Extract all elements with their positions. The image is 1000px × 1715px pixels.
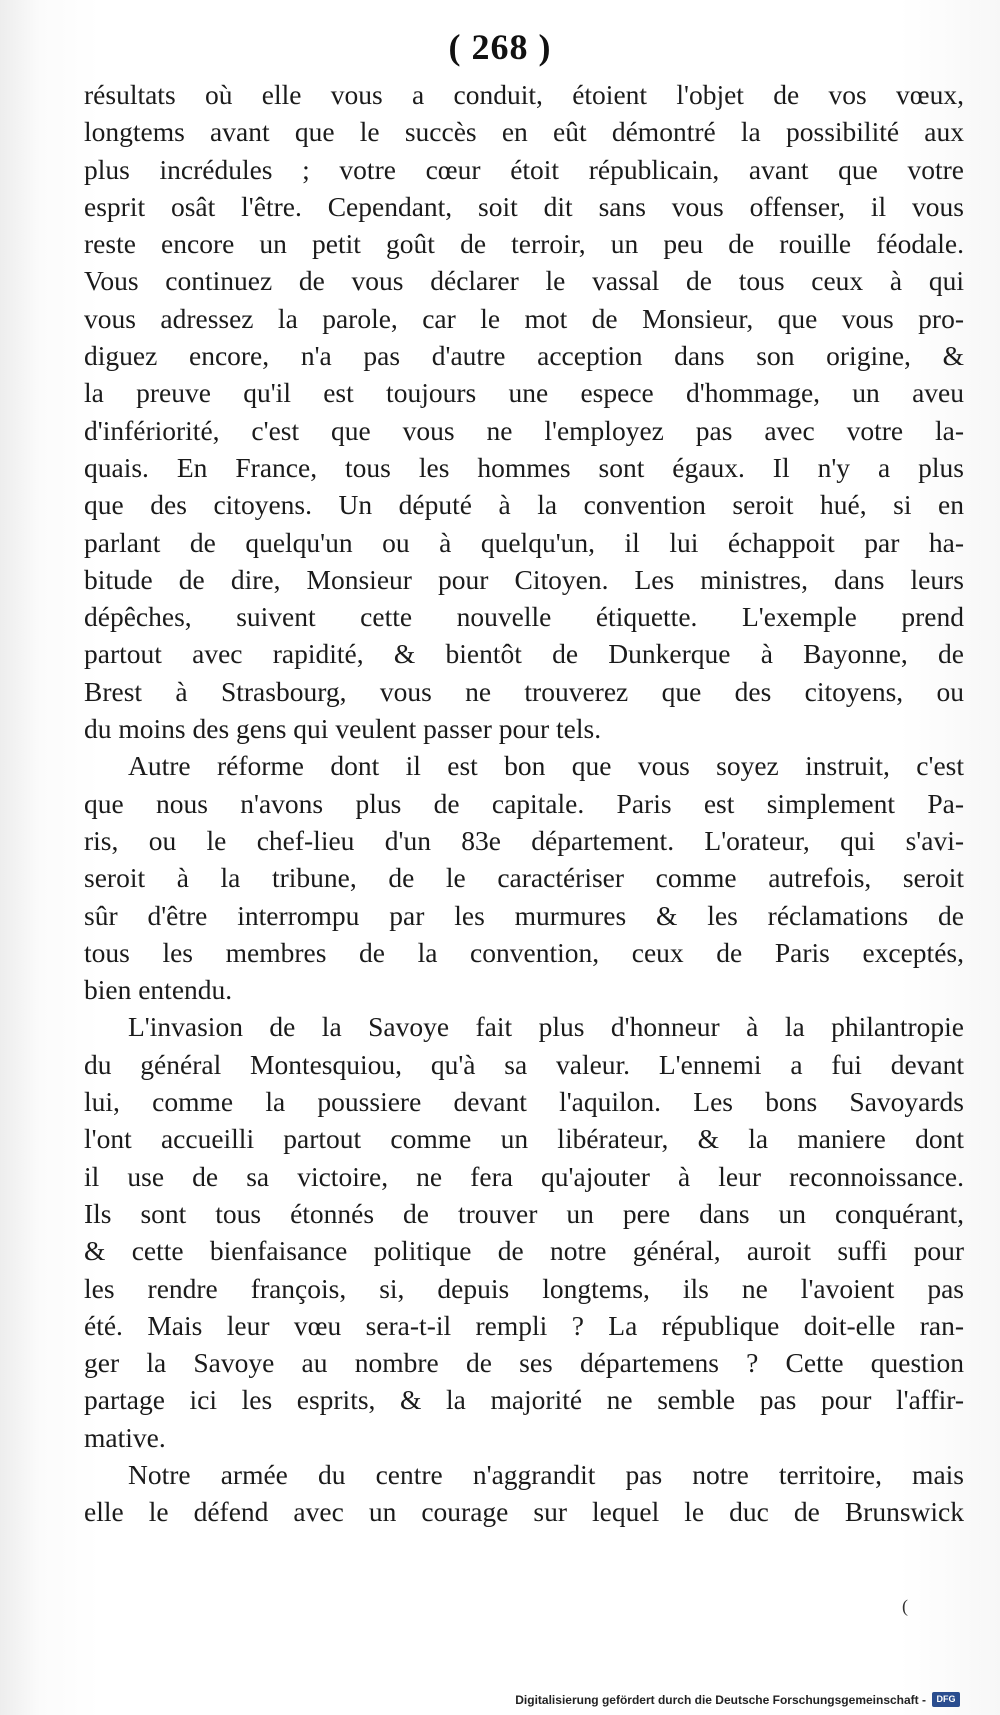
text-line: l'ont accueilli partout comme un libérateur, & la maniere dont — [84, 1123, 964, 1155]
text-line: parlant de quelqu'un ou à quelqu'un, il lui échappoit par ha- — [84, 526, 964, 558]
credit-text: Digitalisierung gefördert durch die Deutsche Forschungsgemeinschaft - — [515, 1692, 926, 1707]
text-line: du moins des gens qui veulent passer pour tels. — [84, 713, 602, 745]
text-line: elle le défend avec un courage sur lequel le duc de Brunswick — [84, 1496, 964, 1528]
text-line: Brest à Strasbourg, vous ne trouverez que des citoyens, ou — [84, 675, 964, 707]
text-line: & cette bienfaisance politique de notre général, auroit suffi pour — [84, 1235, 964, 1267]
text-line: du général Montesquiou, qu'à sa valeur. L'ennemi a fui devant — [84, 1048, 964, 1080]
text-line: que nous n'avons plus de capitale. Paris est simplement Pa- — [84, 787, 964, 819]
text-line: partout avec rapidité, & bientôt de Dunkerque à Bayonne, de — [84, 638, 964, 670]
text-line: il use de sa victoire, ne fera qu'ajouter à leur reconnoissance. — [84, 1160, 964, 1192]
text-line: partage ici les esprits, & la majorité ne semble pas pour l'affir- — [84, 1384, 964, 1416]
page-number: ( 268 ) — [448, 27, 552, 67]
text-line: esprit osât l'être. Cependant, soit dit sans vous offenser, il vous — [84, 190, 964, 222]
text-line: seroit à la tribune, de le caractériser comme autrefois, seroit — [84, 862, 964, 894]
catchword: ( — [902, 1596, 908, 1616]
digitization-credit — [515, 1692, 960, 1707]
text-line: dépêches, suivent cette nouvelle étiquette. L'exemple prend — [84, 601, 964, 633]
text-line: que des citoyens. Un député à la convention seroit hué, si en — [84, 489, 964, 521]
text-line: résultats où elle vous a conduit, étoient l'objet de vos vœux, — [84, 79, 964, 110]
text-line: Autre réforme dont il est bon que vous soyez instruit, c'est — [128, 750, 964, 782]
text-line: la preuve qu'il est toujours une espece d'hommage, un aveu — [84, 377, 964, 409]
text-line: ger la Savoye au nombre de ses départemens ? Cette question — [84, 1347, 964, 1379]
text-line: tous les membres de la convention, ceux de Paris exceptés, — [84, 936, 964, 968]
text-line: vous adressez la parole, car le mot de Monsieur, que vous pro- — [84, 302, 964, 334]
text-line: diguez encore, n'a pas d'autre acception dans son origine, & — [84, 340, 964, 372]
text-line: bien entendu. — [84, 974, 233, 1006]
body-text — [84, 76, 964, 1531]
text-line: Notre armée du centre n'aggrandit pas notre territoire, mais — [128, 1458, 964, 1490]
text-line: lui, comme la poussiere devant l'aquilon. Les bons Savoyards — [84, 1086, 964, 1118]
text-line: Vous continuez de vous déclarer le vassal de tous ceux à qui — [84, 265, 964, 297]
text-line: été. Mais leur vœu sera-t-il rempli ? La république doit-elle ran- — [84, 1309, 964, 1341]
text-line: L'invasion de la Savoye fait plus d'honneur à la philantropie — [128, 1011, 964, 1043]
text-line: quais. En France, tous les hommes sont égaux. Il n'y a plus — [84, 451, 964, 483]
text-line: reste encore un petit goût de terroir, un peu de rouille féodale. — [84, 228, 964, 260]
text-line: mative. — [84, 1421, 166, 1453]
text-line: Ils sont tous étonnés de trouver un pere dans un conquérant, — [84, 1197, 964, 1229]
text-line: d'infériorité, c'est que vous ne l'employez pas avec votre la- — [84, 414, 964, 446]
text-line: bitude de dire, Monsieur pour Citoyen. Les ministres, dans leurs — [84, 563, 964, 595]
text-line: les rendre françois, si, depuis longtems, ils ne l'avoient pas — [84, 1272, 964, 1304]
text-line: sûr d'être interrompu par les murmures & les réclamations de — [84, 899, 964, 931]
text-line: longtems avant que le succès en eût démontré la possibilité aux — [84, 116, 964, 148]
text-line: plus incrédules ; votre cœur étoit républicain, avant que votre — [84, 153, 964, 185]
text-line: ris, ou le chef-lieu d'un 83e département. L'orateur, qui s'avi- — [84, 824, 964, 856]
dfg-logo-icon: DFG — [932, 1692, 960, 1707]
